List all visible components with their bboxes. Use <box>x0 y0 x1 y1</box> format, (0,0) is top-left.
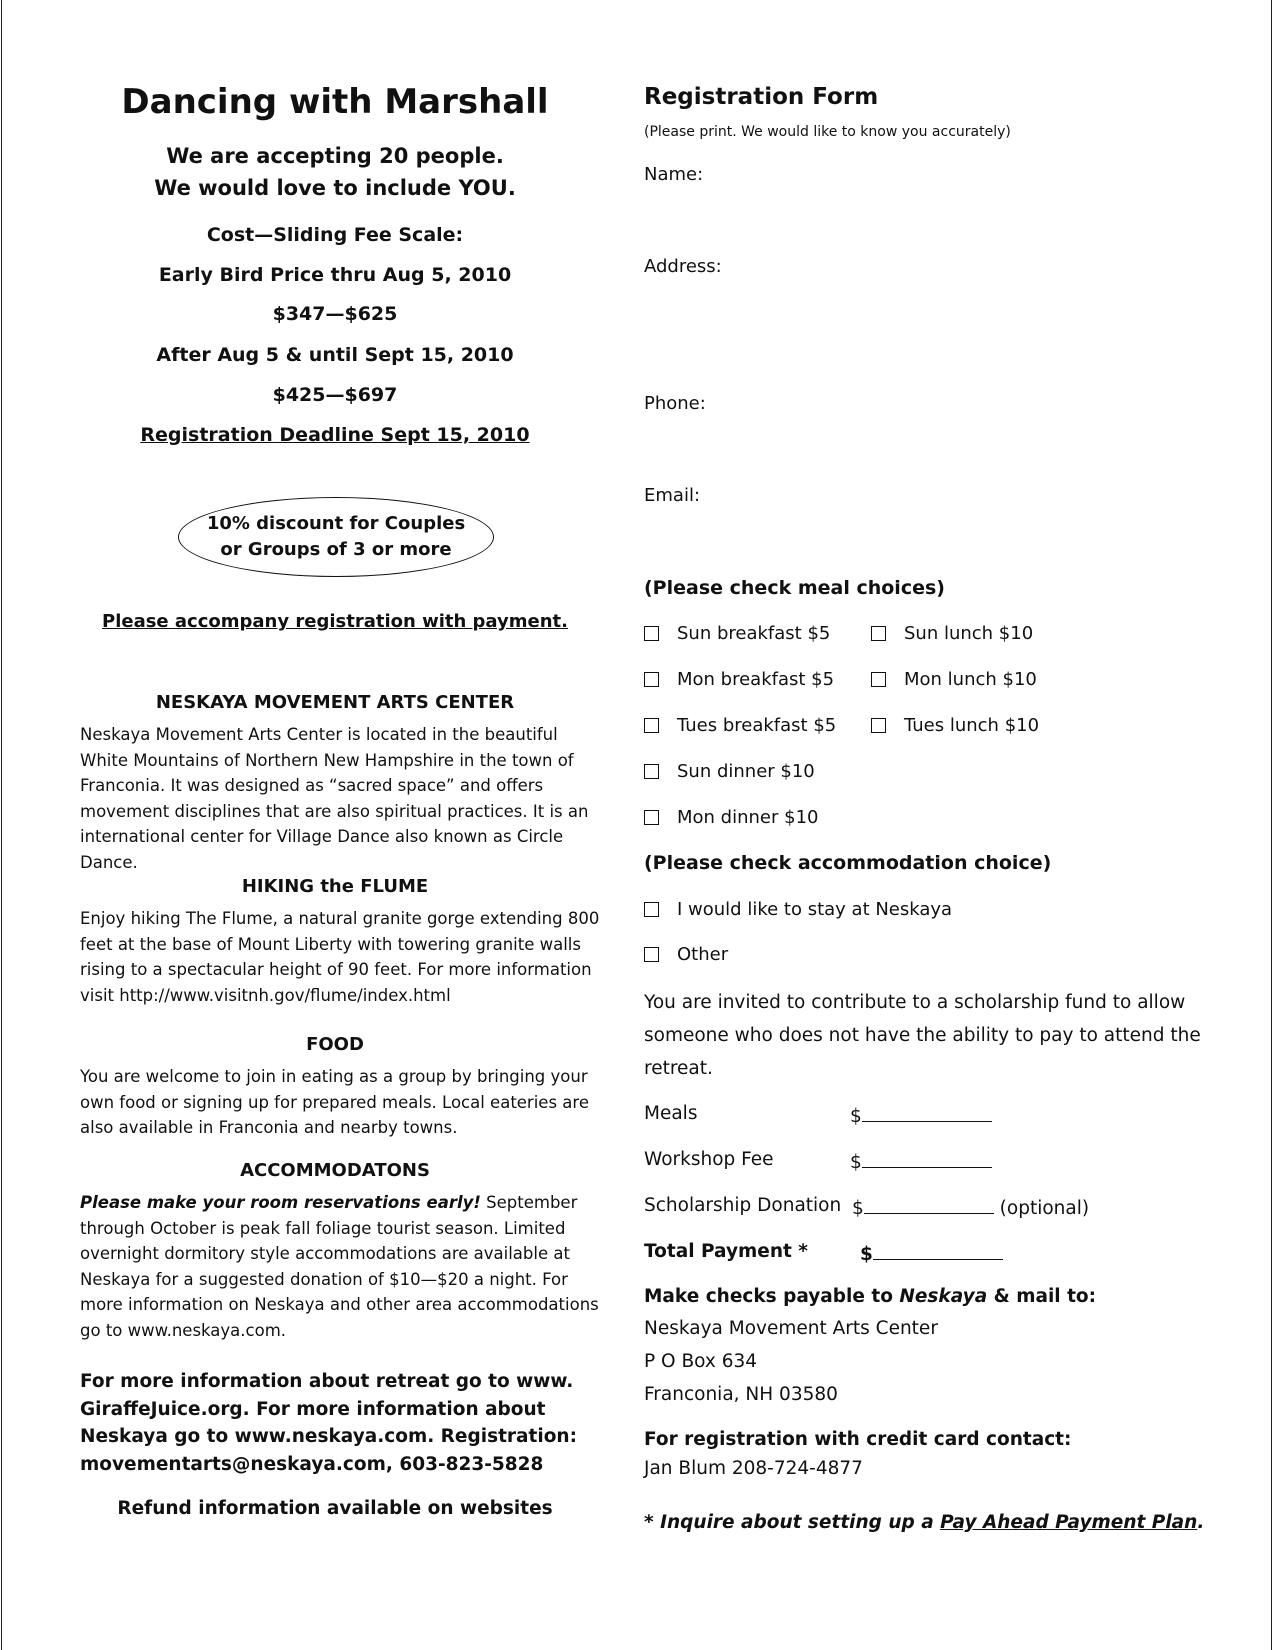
accommodation-option-other[interactable] <box>644 944 728 965</box>
accommodations-text: September through October is peak fall foliage tourist season. Limited overnight dormitory style accommodations are available at Neskaya for a suggested donation of $10—$20 a night. For more information on Neskaya and other area accommodations go to www.neskaya.com. <box>80 1193 599 1340</box>
registration-deadline: Registration Deadline Sept 15, 2010 <box>140 424 530 446</box>
phone-label: Phone: <box>644 393 706 414</box>
neskaya-heading: NESKAYA MOVEMENT ARTS CENTER <box>155 692 515 713</box>
discount-line-1: 10% discount for Couples <box>206 512 466 534</box>
checkbox[interactable] <box>644 626 659 641</box>
refund-text: Refund information available on websites <box>117 1498 553 1519</box>
accommodation-option-neskaya[interactable] <box>644 899 952 920</box>
dollar-sign: $ <box>860 1244 873 1265</box>
scholarship-amount-blank[interactable] <box>864 1195 994 1214</box>
payment-workshop-field[interactable] <box>850 1149 992 1173</box>
accommodations-heading: ACCOMMODATONS <box>240 1160 430 1181</box>
cost-heading: Cost—Sliding Fee Scale: <box>206 224 464 246</box>
include-text: We would love to include YOU. <box>154 176 516 200</box>
optional-note: (optional) <box>999 1198 1090 1219</box>
payment-total-label: Total Payment * <box>644 1241 808 1262</box>
page-border-left <box>1 0 2 1650</box>
accommodations-emphasis: Please make your room reservations early! <box>80 1193 481 1212</box>
dollar-sign: $ <box>850 1152 862 1173</box>
meals-amount-blank[interactable] <box>862 1103 992 1122</box>
credit-card-heading: For registration with credit card contact: <box>644 1429 1072 1450</box>
registration-form-title: Registration Form <box>644 84 879 110</box>
early-bird-price: $347—$625 <box>272 303 398 325</box>
food-paragraph: You are welcome to join in eating as a group by bringing your own food or signing up for prepared meals. Local eateries are also available in Franconia and nearby towns. <box>80 1067 589 1137</box>
pay-ahead-link[interactable]: Pay Ahead Payment Plan <box>940 1512 1198 1533</box>
checkbox[interactable] <box>644 947 659 962</box>
scholarship-invite-text: You are invited to contribute to a scholarship fund to allow someone who does not have the ability to pay to attend the retreat. <box>644 992 1201 1079</box>
address-label: Address: <box>644 256 722 277</box>
more-info-paragraph: For more information about retreat go to www. GiraffeJuice.org. For more information about Neskaya go to www.neskaya.com. Registration: movementarts@neskaya.com, 603-823-5828 <box>80 1371 577 1475</box>
payment-scholarship-label: Scholarship Donation <box>644 1195 842 1216</box>
meal-label: Sun breakfast $5 <box>677 623 831 644</box>
meal-label: Tues lunch $10 <box>904 715 1040 736</box>
email-label: Email: <box>644 485 701 506</box>
mail-address-line-1: Neskaya Movement Arts Center <box>644 1318 938 1339</box>
checkbox[interactable] <box>644 810 659 825</box>
hiking-heading: HIKING the FLUME <box>241 876 429 897</box>
payment-scholarship-field[interactable] <box>852 1195 1089 1219</box>
meal-label: Mon breakfast $5 <box>677 669 835 690</box>
meal-option-tues-lunch[interactable] <box>871 715 1039 736</box>
meal-option-mon-lunch[interactable] <box>871 669 1037 690</box>
meal-label: Mon lunch $10 <box>904 669 1037 690</box>
credit-card-contact: Jan Blum 208-724-4877 <box>644 1458 863 1479</box>
discount-line-2: or Groups of 3 or more <box>220 539 452 560</box>
meal-option-sun-breakfast[interactable] <box>644 623 830 644</box>
meal-option-mon-breakfast[interactable] <box>644 669 834 690</box>
accommodation-label: Other <box>677 944 729 965</box>
event-title: Dancing with Marshall <box>121 82 549 122</box>
checkbox[interactable] <box>871 672 886 687</box>
checks-payable-text: Make checks payable to Neskaya & mail to: <box>644 1286 1097 1307</box>
mail-address-line-3: Franconia, NH 03580 <box>644 1384 838 1405</box>
discount-ellipse <box>178 497 494 577</box>
accepting-text: We are accepting 20 people. <box>166 144 504 168</box>
checkbox[interactable] <box>871 718 886 733</box>
meal-label: Mon dinner $10 <box>677 807 819 828</box>
accommodation-choice-heading: (Please check accommodation choice) <box>644 852 1052 874</box>
checkbox[interactable] <box>871 626 886 641</box>
early-bird-text: Early Bird Price thru Aug 5, 2010 <box>158 264 512 286</box>
checkbox[interactable] <box>644 672 659 687</box>
payment-plan-footnote: * Inquire about setting up a Pay Ahead Payment Plan. <box>644 1512 1205 1533</box>
workshop-amount-blank[interactable] <box>862 1149 992 1168</box>
meal-label: Sun dinner $10 <box>677 761 815 782</box>
payment-workshop-label: Workshop Fee <box>644 1149 774 1170</box>
accommodation-label: I would like to stay at Neskaya <box>677 899 953 920</box>
checkbox[interactable] <box>644 764 659 779</box>
hiking-paragraph: Enjoy hiking The Flume, a natural granite gorge extending 800 feet at the base of Mount Liberty with towering granite walls rising to a spectacular height of 90 feet. For more information visit http://www.visitnh.gov/flume/index.html <box>80 909 600 1005</box>
meal-option-sun-lunch[interactable] <box>871 623 1033 644</box>
meal-label: Sun lunch $10 <box>904 623 1034 644</box>
mail-address-line-2: P O Box 634 <box>644 1351 758 1372</box>
page-border-right <box>1271 0 1272 1650</box>
accompany-payment-text: Please accompany registration with payment. <box>102 611 568 632</box>
after-price: $425—$697 <box>272 384 398 406</box>
payment-meals-field[interactable] <box>850 1103 992 1127</box>
checkbox[interactable] <box>644 902 659 917</box>
checkbox[interactable] <box>644 718 659 733</box>
payment-meals-label: Meals <box>644 1103 698 1124</box>
meal-option-mon-dinner[interactable] <box>644 807 818 828</box>
meal-label: Tues breakfast $5 <box>677 715 837 736</box>
accommodations-paragraph <box>80 1190 600 1343</box>
food-heading: FOOD <box>306 1034 364 1055</box>
meal-option-tues-breakfast[interactable] <box>644 715 836 736</box>
meal-option-sun-dinner[interactable] <box>644 761 815 782</box>
dollar-sign: $ <box>852 1198 864 1219</box>
neskaya-paragraph: Neskaya Movement Arts Center is located in the beautiful White Mountains of Northern New Hampshire in the town of Franconia. It was designed as “sacred space” and offers movement disciplines that are also spiritual practices. It is an international center for Village Dance also known as Circle Dance. <box>80 725 589 872</box>
print-note: (Please print. We would like to know you accurately) <box>644 124 1011 140</box>
total-amount-blank[interactable] <box>873 1241 1003 1260</box>
payment-total-field[interactable] <box>860 1241 1003 1265</box>
meal-choices-heading: (Please check meal choices) <box>644 577 945 599</box>
dollar-sign: $ <box>850 1106 862 1127</box>
name-label: Name: <box>644 164 704 185</box>
after-text: After Aug 5 & until Sept 15, 2010 <box>156 344 514 366</box>
